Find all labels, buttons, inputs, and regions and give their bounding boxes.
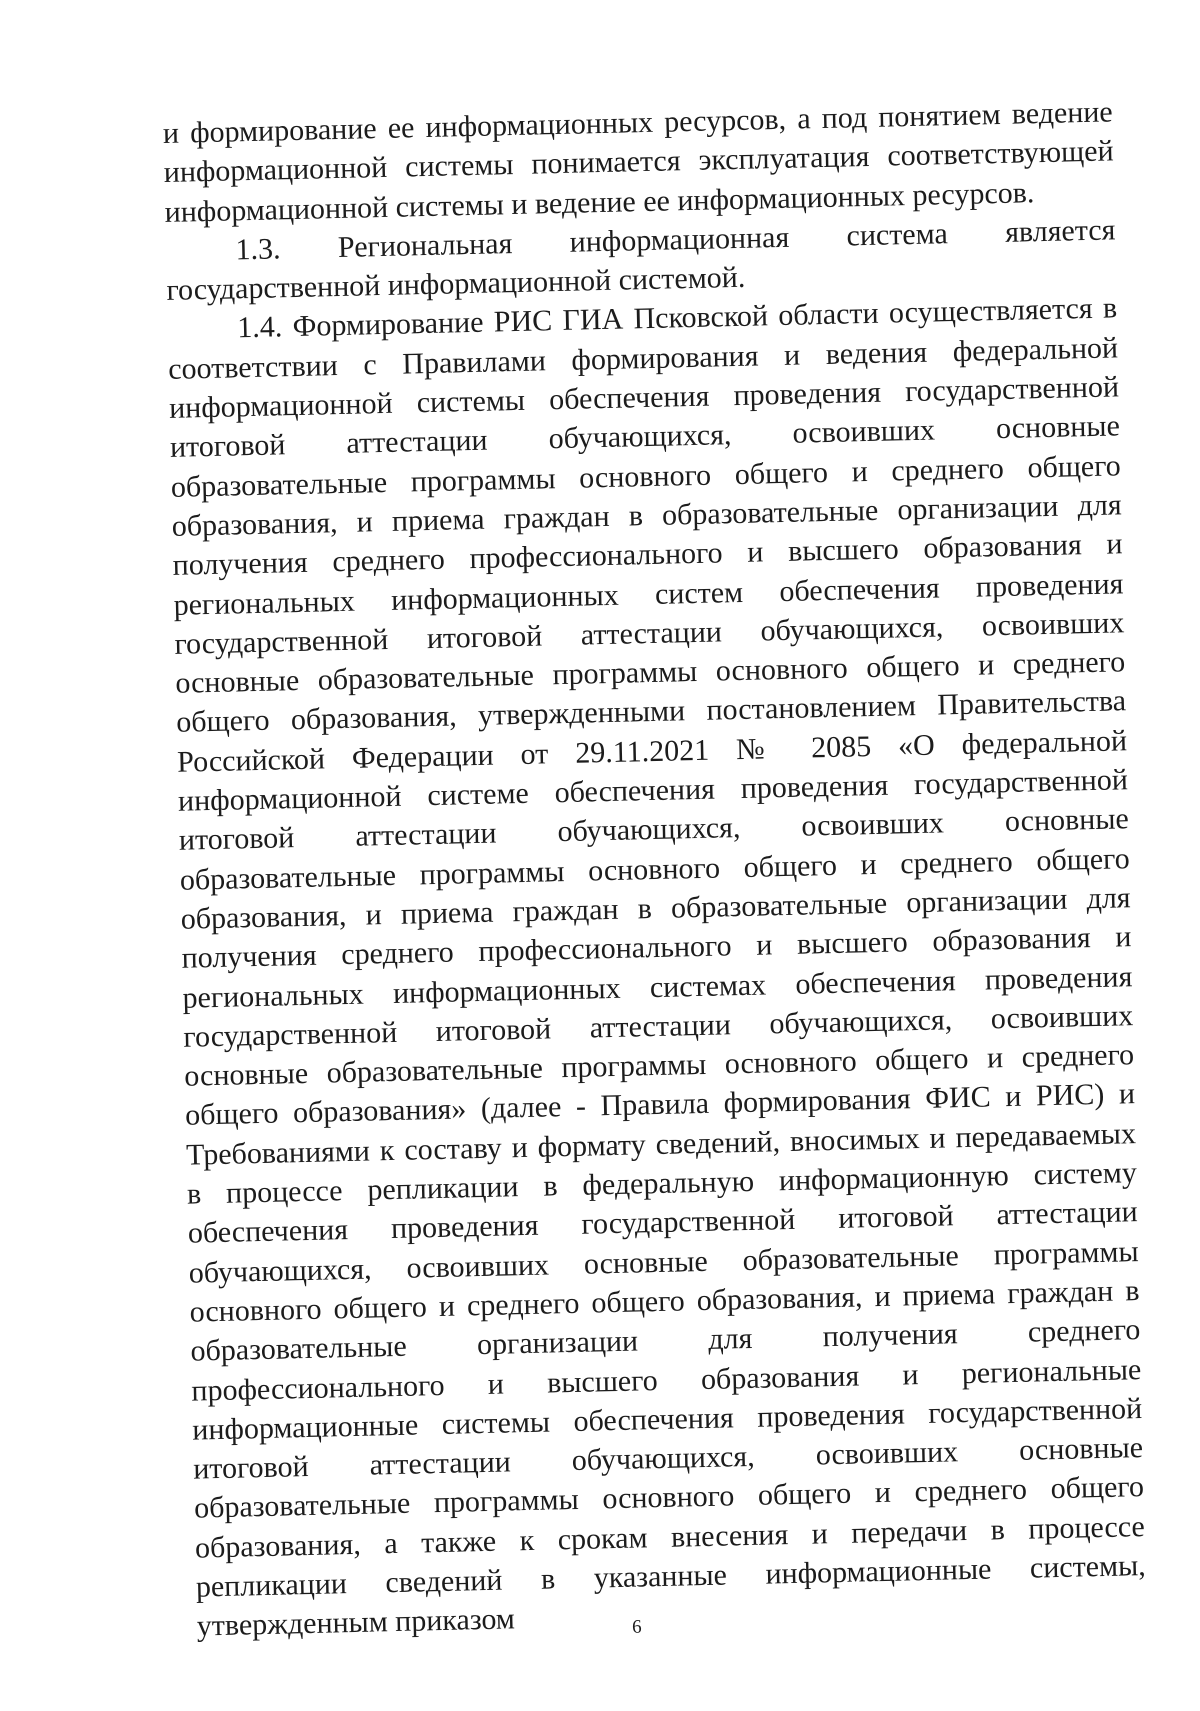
body-text: [162, 92, 1147, 1646]
page-number: 6: [631, 1616, 642, 1638]
paragraph-continuation: и формирование ее информационных ресурсов, а под понятием ведение информационной системы понимается эксплуатация соответствующей информационной системы и ведение ее информационных ресурсов.: [162, 95, 1114, 229]
paragraph-1-4: 1.4. Формирование РИС ГИА Псковской области осуществляется в соответствии с Правилами формирования и ведения федеральной информационной системы обеспечения проведения государственной итоговой аттестации обучающихся, освоивших основные образовательные программы основного общего и среднего общего образования, и приема граждан в образовательные организации для получения среднего профессионального и высшего образования и региональных информационных систем обеспечения проведения государственной итоговой аттестации обучающихся, освоивших основные образовательные программы основного общего и среднего общего образования, утвержденными постановлением Правительства Российской Федерации от 29.11.2021 № 2085 «О федеральной информационной системе обеспечения проведения государственной итоговой аттестации обучающихся, освоивших основные образовательные программы основного общего и среднего общего образования, и приема граждан в образовательные организации для получения среднего профессионального и высшего образования и региональных информационных системах обеспечения проведения государственной итоговой аттестации обучающихся, освоивших основные образовательные программы основного общего и среднего общего образования» (далее - Правила формирования ФИС и РИС) и Требованиями к составу и формату сведений, вносимых и передаваемых в процессе репликации в федеральную информационную систему обеспечения проведения государственной итоговой аттестации обучающихся, освоивших основные образовательные программы основного общего и среднего общего образования, и приема граждан в образовательные организации для получения среднего профессионального и высшего образования и региональные информационные системы обеспечения проведения государственной итоговой аттестации обучающихся, освоивших основные образовательные программы основного общего и среднего общего образования, а также к срокам внесения и передачи в процессе репликации сведений в указанные информационные системы, утвержденным приказом: [167, 291, 1147, 1643]
paragraph-1-3: 1.3. Региональная информационная система является государственной информационной системой.: [166, 213, 1116, 308]
